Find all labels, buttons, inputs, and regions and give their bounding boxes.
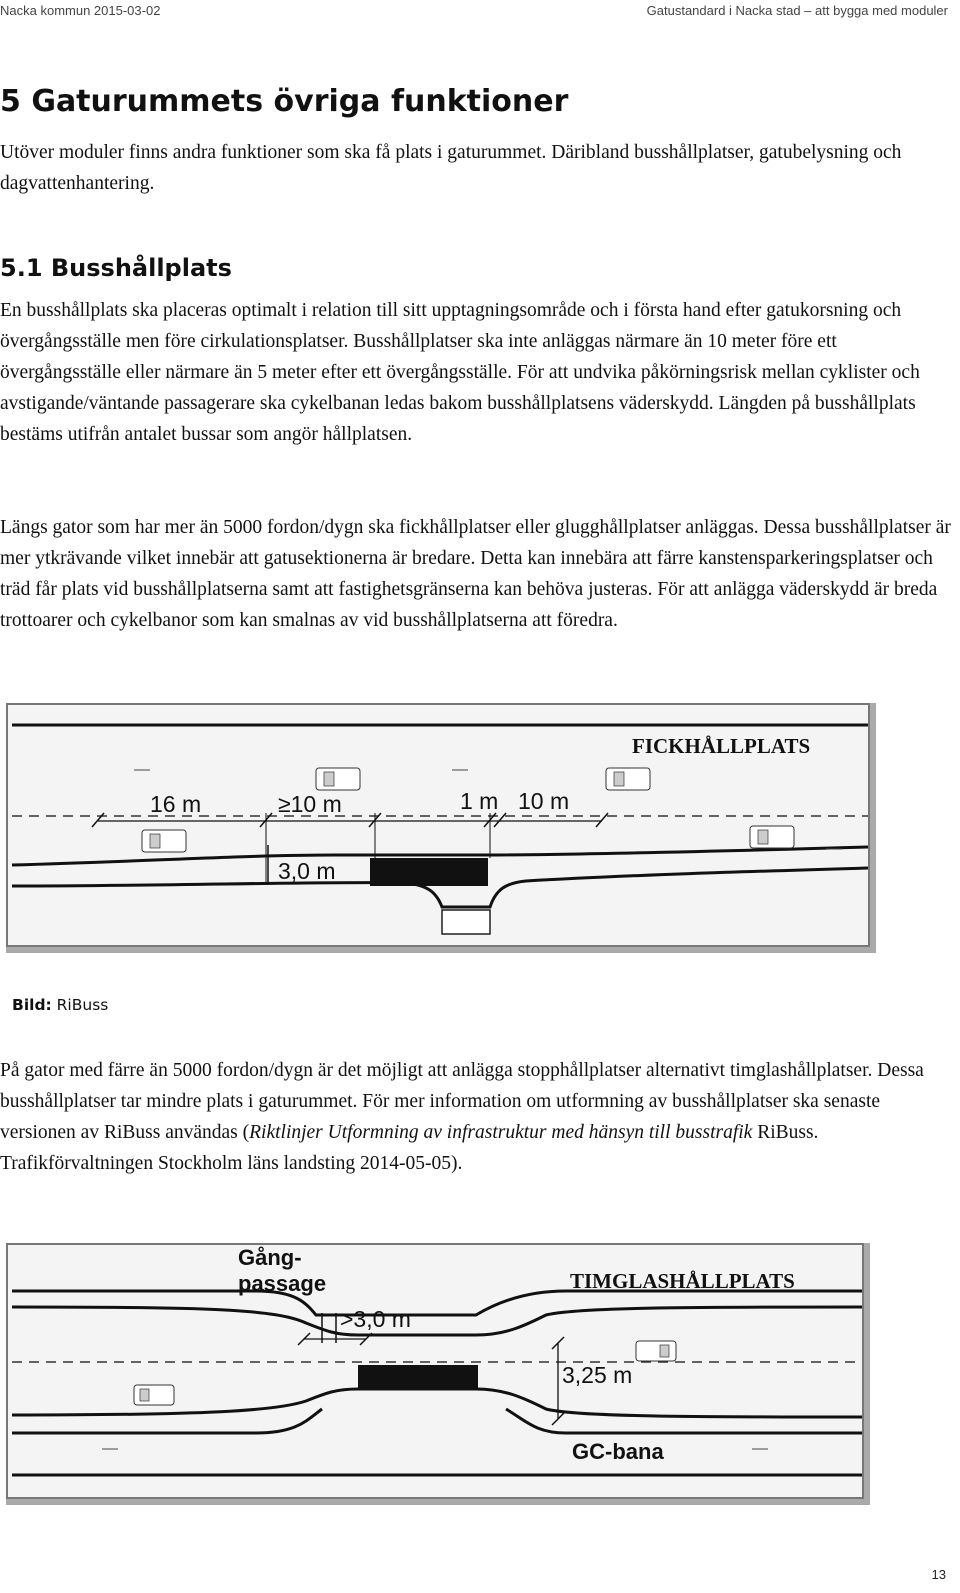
fick-platform-bar xyxy=(370,858,488,886)
subsection-title: 5.1 Busshållplats xyxy=(0,254,232,282)
car-icon xyxy=(606,768,650,790)
figure-timglashallplats xyxy=(6,1243,870,1505)
paragraph-timglas xyxy=(0,1055,952,1179)
header-left: Nacka kommun 2015-03-02 xyxy=(0,3,161,18)
p3-text-a: På gator med färre än 5000 fordon/dygn är det möjligt att anlägga stopphållplatser alternativt timglashållplatser. Dessa busshållplatser tar mindre plats i gaturummet. För mer information om utformning av busshållplatser ska senaste versionen av RiBuss användas ( xyxy=(0,1060,924,1143)
car-icon xyxy=(316,768,360,790)
caption-text: RiBuss xyxy=(51,996,109,1014)
figure-fickhallplats xyxy=(6,703,876,953)
car-icon xyxy=(636,1341,676,1361)
label-325m: 3,25 m xyxy=(562,1362,633,1388)
timglas-platform-bar xyxy=(358,1365,478,1389)
section-intro: Utöver moduler finns andra funktioner som ska få plats i gaturummet. Däribland busshållplatser, gatubelysning och dagvattenhantering. xyxy=(0,142,902,194)
label-1m: 1 m xyxy=(460,788,499,814)
label-16m: 16 m xyxy=(150,791,202,817)
label-gt3m: >3,0 m xyxy=(340,1306,411,1332)
header-right: Gatustandard i Nacka stad – att bygga med moduler xyxy=(646,3,948,18)
figure-caption xyxy=(12,996,108,1014)
label-gang: Gång- xyxy=(238,1245,302,1270)
p3-italic: Riktlinjer Utformning av infrastruktur med hänsyn till busstrafik xyxy=(249,1122,753,1143)
label-gc-bana: GC-bana xyxy=(572,1439,664,1464)
page-number: 13 xyxy=(931,1567,946,1582)
car-icon xyxy=(750,826,794,848)
paragraph-fickhallplatser: Längs gator som har mer än 5000 fordon/dygn ska fickhållplatser eller glugghållplatser anläggas. Dessa busshållplatser är mer ytkrävande vilket innebär att gatusektionerna är bredare. Detta kan innebära att färre kanstensparkeringsplatser och träd får plats vid busshållplatserna samt att fastighetsgränserna kan behöva justeras. För att anlägga väderskydd är breda trottoarer och cykelbanor som kan smalnas av vid busshållplatserna att föredra. xyxy=(0,517,951,631)
label-10m: 10 m xyxy=(518,788,570,814)
figure1-title: FICKHÅLLPLATS xyxy=(632,734,811,758)
label-ge10m: ≥10 m xyxy=(278,791,342,817)
label-3m: 3,0 m xyxy=(278,858,336,884)
label-passage: passage xyxy=(238,1271,327,1296)
section-title: 5 Gaturummets övriga funktioner xyxy=(0,84,569,119)
figure2-title: TIMGLASHÅLLPLATS xyxy=(570,1269,795,1293)
car-icon xyxy=(134,1385,174,1405)
paragraph-placement: En busshållplats ska placeras optimalt i relation till sitt upptagningsområde och i första hand efter gatukorsning och övergångsställe men före cirkulationsplatser. Busshållplatser ska inte anläggas närmare än 10 meter före ett övergångsställe eller närmare än 5 meter efter ett övergångsställe. För att undvika påkörningsrisk mellan cyklister och avstigande/väntande passagerare ska cykelbanan ledas bakom busshållplatsens väderskydd. Längden på busshållplats bestäms utifrån antalet bussar som angör hållplatsen. xyxy=(0,300,920,445)
p3-text-b: RiBuss. Trafikförvaltningen Stockholm läns landsting 2014-05-05). xyxy=(0,1122,819,1174)
caption-bold: Bild: xyxy=(12,996,52,1014)
car-icon xyxy=(142,830,186,852)
